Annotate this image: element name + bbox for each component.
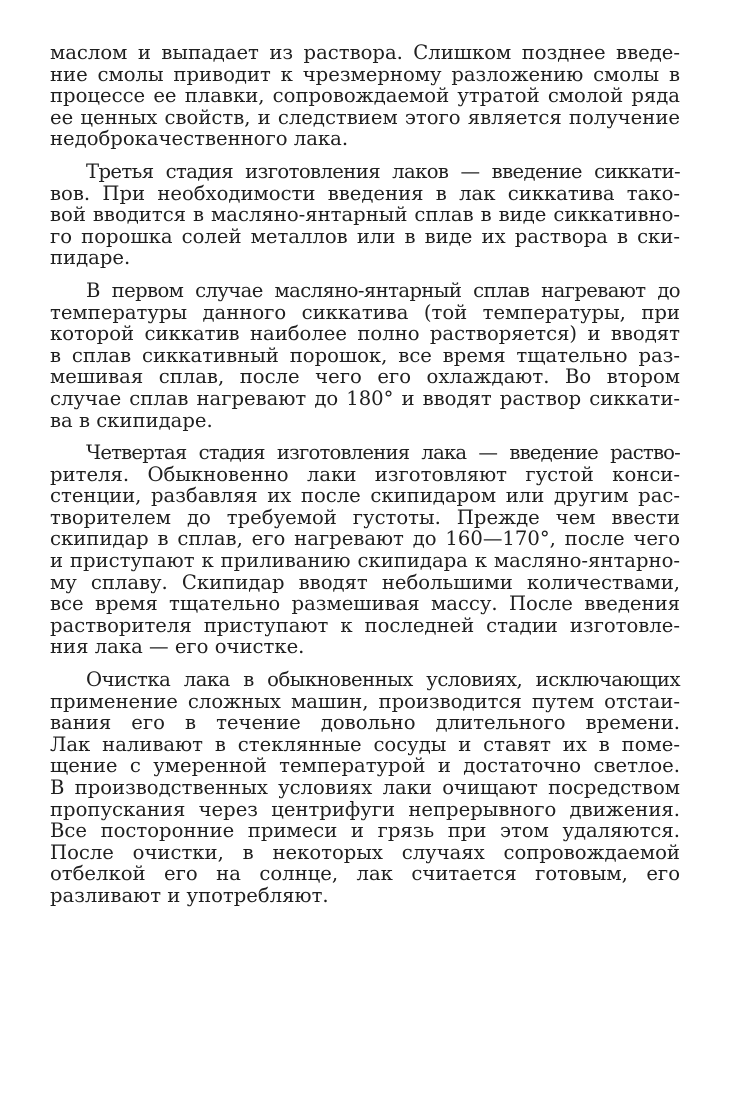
text-line: ние смолы приводит к чрезмерному разложению смолы в [50,62,680,86]
text-line: В производственных условиях лаки очищают посредством [50,776,680,799]
text-line: в сплав сиккативный порошок, все время тщательно раз- [50,343,680,367]
paragraph-3 [50,280,680,431]
paragraph-4 [50,442,680,658]
text-line: все время тщательно размешивая массу. После введения [50,592,680,616]
text-line: отбелкой его на солнце, лак считается готовым, его [50,862,680,886]
text-line: вания его в течение довольно длительного времени. [50,711,680,735]
text-line: растворителя приступают к последней стадии изготовле- [50,613,680,637]
text-line: и приступают к приливанию скипидара к масляно-янтарно- [50,549,680,573]
text-line: пропускания через центрифуги непрерывного движения. [50,797,680,821]
paragraph-1 [50,42,680,150]
text-line: процессе ее плавки, сопровождаемой утратой смолой ряда [50,84,680,108]
text-line: Лак наливают в стеклянные сосуды и ставят их в поме- [50,732,680,756]
text-line: рителя. Обыкновенно лаки изготовляют густой конси- [50,462,680,486]
text-line: недоброкачественного лака. [50,127,349,151]
text-line: Четвертая стадия изготовления лака — введение раство- [86,441,680,465]
text-line: После очистки, в некоторых случаях сопровождаемой [50,840,680,864]
text-line: которой сиккатив наиболее полно растворяется) и вводят [50,322,680,346]
text-line: маслом и выпадает из раствора. Слишком позднее введе- [50,41,680,64]
text-line: му сплаву. Скипидар вводят небольшими количествами, [50,570,680,594]
text-line: случае сплав нагревают до 180° и вводят раствор сиккати- [50,386,680,410]
text-line: применение сложных машин, производится путем отстаи- [50,689,680,713]
text-line: Все посторонние примеси и грязь при этом удаляются. [50,819,680,843]
text-line: вой вводится в масляно-янтарный сплав в виде сиккативно- [50,203,680,227]
text-line: пидаре. [50,246,131,270]
text-line: го порошка солей металлов или в виде их раствора в ски- [50,224,680,248]
text-line: мешивая сплав, после чего его охлаждают. Во втором [50,365,680,389]
text-line: вов. При необходимости введения в лак сиккатива тако- [50,181,680,205]
text-line: щение с умеренной температурой и достаточно светлое. [50,754,680,778]
paragraph-5 [50,669,680,907]
text-line: скипидар в сплав, его нагревают до 160—170°, после чего [50,527,680,551]
text-line: ва в скипидаре. [50,408,213,432]
text-line: разливают и употребляют. [50,883,329,907]
text-line: Третья стадия изготовления лаков — введение сиккати- [86,159,680,183]
text-line: Очистка лака в обыкновенных условиях, исключающих [86,668,680,692]
text-line: ее ценных свойств, и следствием этого является получение [50,105,680,129]
text-line: В первом случае масляно-янтарный сплав нагревают до [86,278,680,302]
text-line: температуры данного сиккатива (той температуры, при [50,300,680,324]
text-line: ния лака — его очистке. [50,635,305,659]
paragraph-2 [50,161,680,269]
document-page [50,42,680,918]
text-line: творителем до требуемой густоты. Прежде чем ввести [50,505,680,529]
text-line: стенции, разбавляя их после скипидаром или другим рас- [50,484,680,508]
